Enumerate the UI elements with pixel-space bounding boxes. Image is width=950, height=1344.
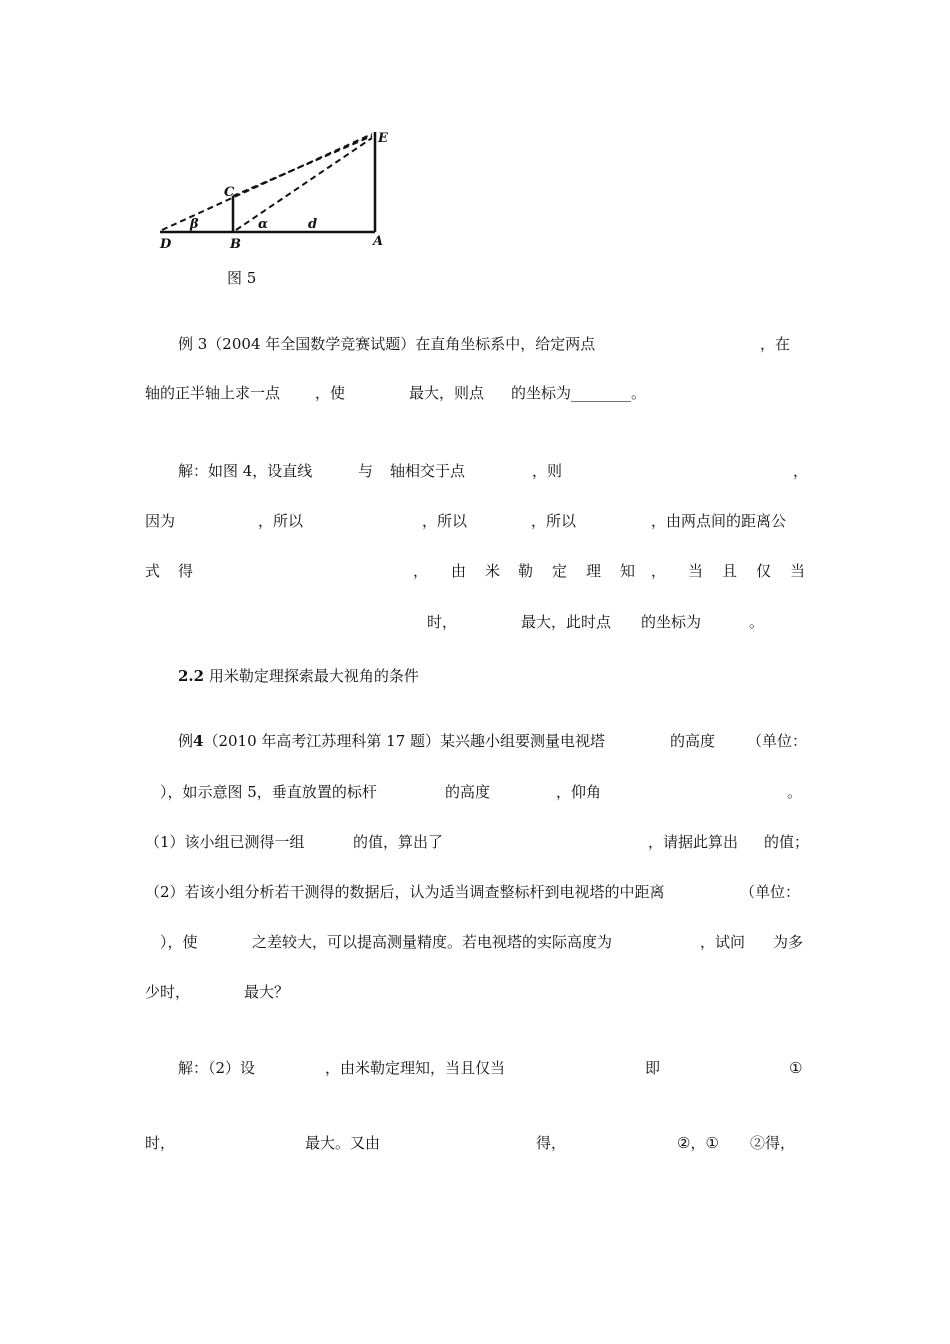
example3-intro: 例 3（2004 年全国数学竞赛试题）在直角坐标系中，给定两点 bbox=[178, 335, 596, 353]
label-d: d bbox=[308, 217, 318, 232]
example4-l2b: 的高度 bbox=[445, 783, 491, 801]
sol3-l4a: 时， bbox=[427, 613, 458, 631]
example4-intro: （2010 年高考江苏理科第 17 题）某兴趣小组要测量电视塔 bbox=[203, 732, 606, 750]
label-c: C bbox=[224, 185, 235, 200]
sol3-l4b: 最大，此时点 bbox=[521, 613, 612, 631]
sol3-l3-7: 理 bbox=[586, 562, 602, 580]
example4-p1c: ，请据此算出 bbox=[648, 833, 739, 851]
example4-l6a: ），使 bbox=[160, 933, 198, 951]
example4-l2d: 。 bbox=[787, 783, 803, 801]
sol3-l3-9: ， bbox=[651, 562, 667, 580]
figure-5-diagram bbox=[150, 120, 400, 260]
sol3-l3-6: 定 bbox=[552, 562, 568, 580]
sol4-l2b: 最大。又由 bbox=[305, 1134, 381, 1152]
sol4-l2a: 时， bbox=[145, 1134, 176, 1152]
dashed-ce bbox=[233, 136, 372, 196]
sol3-l1e: ， bbox=[793, 462, 809, 480]
example3-shi: ，使 bbox=[315, 384, 346, 402]
figure-caption: 图 5 bbox=[227, 269, 257, 287]
example4-l6c: ，试问 bbox=[700, 933, 746, 951]
sol3-l3-4: 米 bbox=[485, 562, 501, 580]
sol4-l1d: ① bbox=[789, 1059, 803, 1077]
sol3-l2c: ，所以 bbox=[422, 512, 468, 530]
label-d-point: D bbox=[160, 237, 172, 252]
sol3-l3-13: 当 bbox=[790, 562, 806, 580]
example4-p2a: （2）若该小组分析若干测得的数据后，认为适当调查整标杆到电视塔的中距离 bbox=[145, 883, 665, 901]
label-beta: β bbox=[190, 217, 199, 232]
sol3-l2b: ，所以 bbox=[258, 512, 304, 530]
example3-max: 最大，则点 bbox=[409, 384, 485, 402]
sol3-l3-10: 当 bbox=[688, 562, 704, 580]
example4-line1 bbox=[178, 731, 605, 751]
sol3-l3-2: ， bbox=[413, 562, 429, 580]
sol3-l3-3: 由 bbox=[451, 562, 467, 580]
section-heading bbox=[178, 666, 419, 686]
label-b: B bbox=[230, 237, 241, 252]
example3-axis: 轴的正半轴上求一点 bbox=[145, 384, 281, 402]
sol4-l1c: 即 bbox=[645, 1059, 661, 1077]
section-number: 2.2 bbox=[178, 667, 205, 685]
example4-height-of: 的高度 bbox=[670, 732, 716, 750]
example4-l7a: 少时， bbox=[145, 983, 191, 1001]
sol3-l3-0: 式 bbox=[145, 562, 161, 580]
example4-unit-label: （单位： bbox=[747, 732, 808, 750]
sol4-l1b: ，由米勒定理知，当且仅当 bbox=[325, 1059, 506, 1077]
label-e: E bbox=[378, 131, 388, 146]
sol3-l2e: ，由两点间的距离公 bbox=[651, 512, 787, 530]
example3-comma: ，在 bbox=[760, 335, 791, 353]
example4-p1b: 的值，算出了 bbox=[353, 833, 444, 851]
example4-l2c: ，仰角 bbox=[556, 783, 602, 801]
example4-l7b: 最大？ bbox=[244, 983, 290, 1001]
sol3-l3-11: 且 bbox=[722, 562, 738, 580]
sol3-l2d: ，所以 bbox=[531, 512, 577, 530]
dashed-de bbox=[162, 134, 372, 230]
sol3-l1c: 轴相交于点 bbox=[390, 462, 466, 480]
sol3-l1b: 与 bbox=[358, 462, 374, 480]
example3-coords: 的坐标为________。 bbox=[511, 384, 647, 402]
sol4-l2d: ②，① bbox=[677, 1134, 719, 1152]
example4-l6b: 之差较大，可以提高测量精度。若电视塔的实际高度为 bbox=[252, 933, 613, 951]
sol3-l2a: 因为 bbox=[145, 512, 176, 530]
sol3-l3-8: 知 bbox=[620, 562, 636, 580]
label-alpha: α bbox=[258, 217, 269, 232]
example4-p1a: （1）该小组已测得一组 bbox=[145, 833, 305, 851]
sol3-l4c: 的坐标为 bbox=[641, 613, 702, 631]
example4-l2a: ），如示意图 5，垂直放置的标杆 bbox=[160, 783, 377, 801]
sol3-l4d: 。 bbox=[749, 613, 765, 631]
sol3-l1d: ，则 bbox=[532, 462, 563, 480]
sol3-l1a: 解：如图 4，设直线 bbox=[178, 462, 313, 480]
sol3-l3-1: 得 bbox=[178, 562, 194, 580]
sol4-l2e: ②得， bbox=[750, 1134, 796, 1152]
section-title: 用米勒定理探索最大视角的条件 bbox=[208, 667, 419, 685]
sol4-l1a: 解：（2）设 bbox=[178, 1059, 256, 1077]
example4-prefix: 例 bbox=[178, 732, 194, 750]
dashed-be bbox=[236, 138, 372, 230]
sol4-l2c: 得， bbox=[536, 1134, 567, 1152]
example4-p2b: （单位： bbox=[740, 883, 801, 901]
sol3-l3-12: 仅 bbox=[756, 562, 772, 580]
example4-p1d: 的值； bbox=[764, 833, 810, 851]
example4-l6d: 为多 bbox=[773, 933, 804, 951]
sol3-l3-5: 勒 bbox=[518, 562, 534, 580]
example4-num: 4 bbox=[193, 732, 204, 750]
label-a: A bbox=[373, 234, 384, 249]
